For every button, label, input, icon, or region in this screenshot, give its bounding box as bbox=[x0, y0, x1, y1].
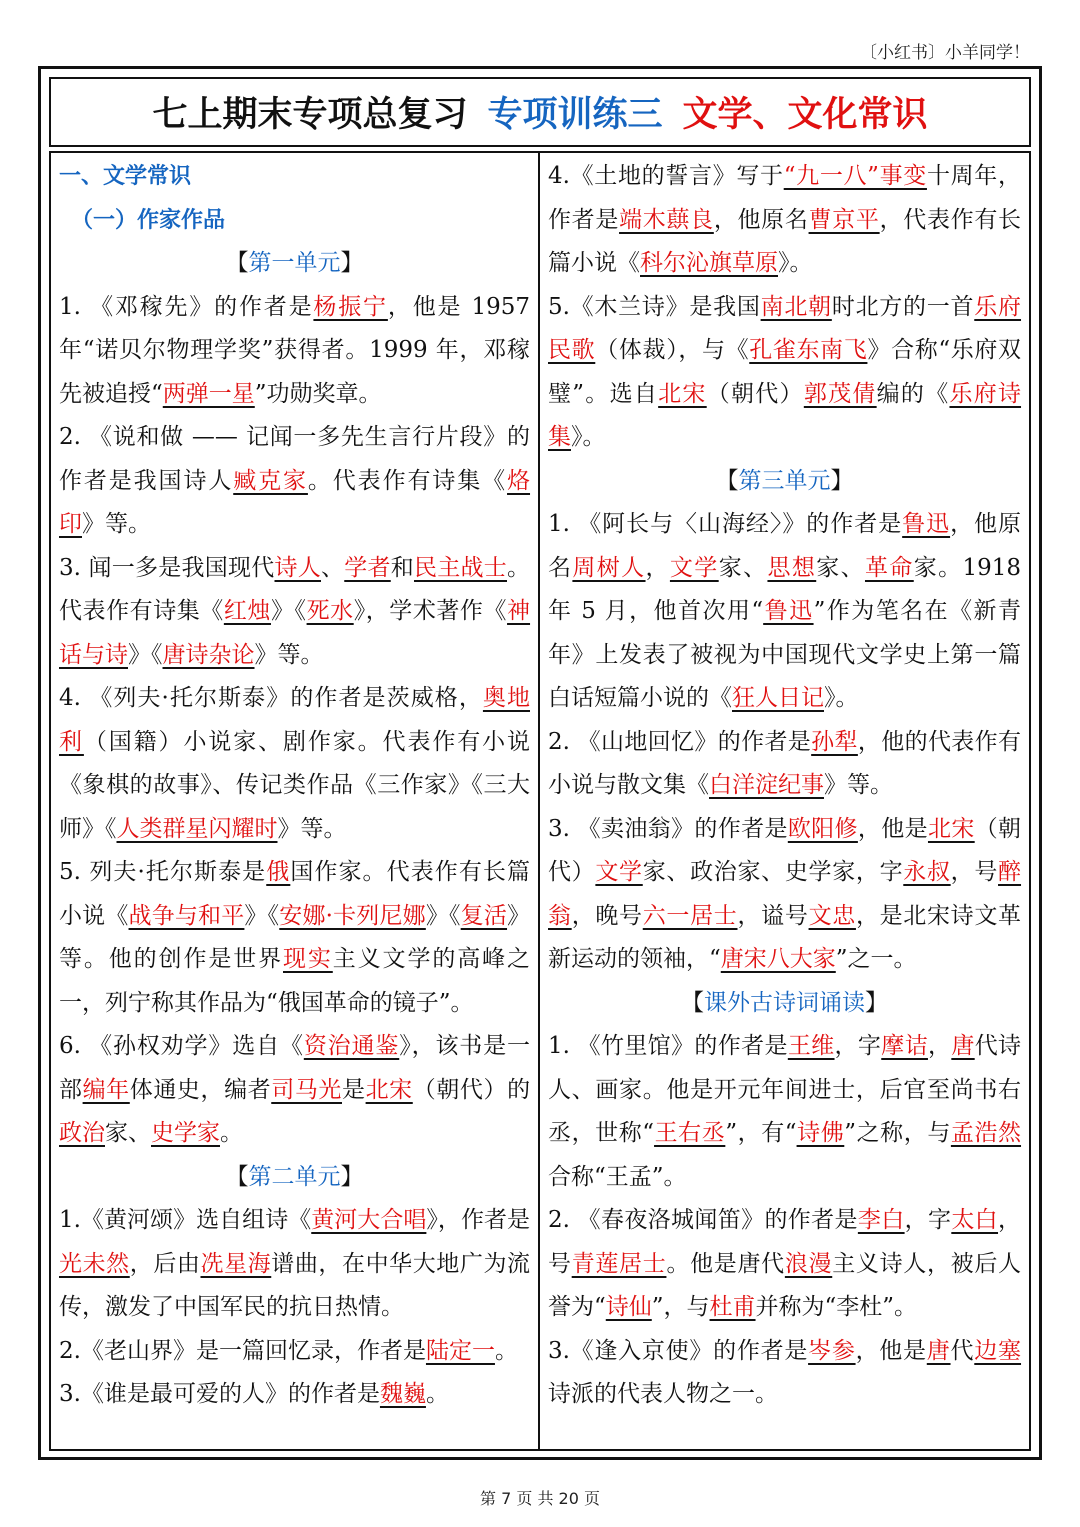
body-text: 6. 《孙权劝学》选自《 bbox=[59, 1033, 304, 1059]
answer-text: 孔雀东南飞 bbox=[749, 337, 868, 363]
body-text: ”，有“ bbox=[725, 1120, 797, 1146]
unit-label: 课外古诗词诵读 bbox=[704, 989, 865, 1016]
body-text: ，号 bbox=[950, 859, 999, 885]
body-text: 编的《 bbox=[876, 380, 950, 407]
body-text: 体通史，编者 bbox=[129, 1076, 272, 1103]
answer-text: 李白 bbox=[857, 1207, 905, 1233]
body-text: ，晚号 bbox=[571, 902, 643, 929]
body-text: 》《 bbox=[270, 598, 307, 624]
answer-text: 黄河大合唱 bbox=[311, 1207, 427, 1233]
body-text: 】 bbox=[830, 467, 854, 494]
answer-text: 杜甫 bbox=[709, 1294, 756, 1320]
body-text: ，他原名 bbox=[548, 511, 1021, 581]
title-part-2: 专项训练三 bbox=[487, 95, 663, 135]
answer-text: 奥地利 bbox=[59, 685, 530, 755]
body-text: 时北方的一首 bbox=[831, 293, 975, 320]
answer-text: 学者 bbox=[344, 554, 391, 581]
answer-text: 复活 bbox=[460, 902, 508, 929]
body-text: 【 bbox=[681, 989, 704, 1016]
body-text: ”之一。 bbox=[835, 946, 917, 972]
paragraph bbox=[59, 547, 530, 678]
unit-heading bbox=[59, 1156, 530, 1200]
answer-text: 唐诗杂论 bbox=[162, 641, 255, 668]
body-text: 。 bbox=[425, 1381, 449, 1407]
body-text: ， bbox=[645, 554, 670, 581]
body-text: 》等。 bbox=[254, 641, 324, 668]
body-text: 》等。 bbox=[277, 815, 347, 842]
answer-text: 俄 bbox=[266, 859, 291, 885]
body-text: 和 bbox=[390, 554, 414, 581]
answer-text: 狂人日记 bbox=[732, 685, 824, 711]
answer-text: 六一居士 bbox=[642, 902, 738, 929]
body-text: 【 bbox=[225, 1163, 249, 1190]
answer-text: 杨振宁 bbox=[313, 293, 388, 320]
unit-label: 第一单元 bbox=[248, 250, 341, 276]
answer-text: 边塞 bbox=[974, 1337, 1022, 1364]
body-text: 家、 bbox=[816, 554, 865, 581]
paragraph bbox=[548, 155, 1021, 286]
body-text: （朝代）的 bbox=[412, 1076, 531, 1103]
paragraph bbox=[548, 1199, 1021, 1330]
section-heading bbox=[59, 155, 530, 199]
body-text: 十周年，作者是 bbox=[548, 163, 1021, 233]
body-text: ，他原名 bbox=[713, 206, 809, 233]
body-text: ，他是 bbox=[855, 1337, 927, 1364]
paragraph bbox=[548, 286, 1021, 460]
body-text: 5.《木兰诗》是我国 bbox=[548, 293, 761, 320]
answer-text: 南北朝 bbox=[760, 293, 832, 320]
answer-text: 北宋 bbox=[927, 815, 975, 842]
answer-text: 郭茂倩 bbox=[803, 380, 877, 407]
body-text: 3.《逢入京使》的作者是 bbox=[548, 1337, 809, 1364]
title-part-3: 文学、文化常识 bbox=[682, 95, 928, 135]
answer-text: 白洋淀纪事 bbox=[709, 772, 824, 798]
paragraph bbox=[59, 1025, 530, 1156]
worksheet-frame bbox=[38, 66, 1042, 1460]
answer-text: 乐府诗集 bbox=[548, 380, 1022, 450]
answer-text: 鲁迅 bbox=[902, 511, 951, 537]
answer-text: 死水 bbox=[306, 598, 354, 624]
answer-text: 唐 bbox=[926, 1337, 951, 1364]
body-text: 》等。 bbox=[824, 772, 893, 798]
answer-text: 鲁迅 bbox=[763, 598, 814, 624]
answer-text: 革命 bbox=[864, 554, 914, 581]
answer-text: 政治 bbox=[59, 1120, 105, 1146]
body-text: 合称“王孟”。 bbox=[548, 1163, 687, 1190]
body-text: 》。 bbox=[824, 685, 859, 711]
answer-text: 科尔沁旗草原 bbox=[640, 250, 778, 276]
body-text: ”，与 bbox=[651, 1294, 710, 1320]
body-text: 主义诗人，被后人誉为“ bbox=[548, 1250, 1022, 1320]
title-part-1: 七上期末专项总复习 bbox=[152, 95, 468, 135]
paragraph bbox=[59, 416, 530, 547]
answer-text: 诗人 bbox=[274, 554, 321, 581]
body-text: 。他是唐代 bbox=[666, 1250, 785, 1277]
body-text: 是 bbox=[342, 1076, 366, 1103]
body-text: 4. 《列夫·托尔斯泰》的作者是茨威格， bbox=[59, 685, 483, 711]
body-text: 》。 bbox=[571, 424, 606, 450]
answer-text: 孟浩然 bbox=[950, 1120, 1022, 1146]
answer-text: 文学 bbox=[595, 859, 643, 885]
body-text: ，字 bbox=[834, 1033, 882, 1059]
body-text: （一）作家作品 bbox=[71, 207, 226, 233]
body-text: （朝代） bbox=[706, 380, 804, 407]
answer-text: 人类群星闪耀时 bbox=[116, 815, 278, 842]
answer-text: 战争与和平 bbox=[128, 902, 245, 929]
answer-text: 王右丞 bbox=[654, 1120, 726, 1146]
paragraph bbox=[59, 851, 530, 1025]
answer-text: 端木蕻良 bbox=[619, 206, 714, 233]
body-text: 】 bbox=[865, 989, 888, 1016]
body-text: 》等。他的创作是世界 bbox=[59, 902, 531, 972]
body-text: ，他是 1957 年“诺贝尔物理学奖”获得者。1999 年，邓稼先被追授“ bbox=[59, 293, 530, 407]
paragraph bbox=[548, 721, 1021, 808]
body-text: 》等。 bbox=[82, 511, 151, 537]
answer-text: 红烛 bbox=[223, 598, 271, 624]
answer-text: 光未然 bbox=[59, 1250, 130, 1277]
body-text: 3. 闻一多是我国现代 bbox=[59, 554, 275, 581]
body-text: ，后由 bbox=[129, 1250, 201, 1277]
body-text: 。代表作有诗集《 bbox=[307, 467, 508, 494]
body-text: 4.《土地的誓言》写于 bbox=[548, 163, 784, 189]
watermark-text: 〔小红书〕小羊同学！ bbox=[860, 43, 1030, 63]
answer-text: 太白 bbox=[951, 1207, 999, 1233]
body-text: （朝代） bbox=[548, 815, 1022, 885]
body-text: ，他是 bbox=[857, 815, 928, 842]
body-text: 1. 《阿长与〈山海经〉》的作者是 bbox=[548, 511, 903, 537]
body-text: （国籍）小说家、剧作家。代表作有小说《象棋的故事》、传记类作品《三作家》《三大师》《 bbox=[59, 728, 531, 842]
body-text: 【 bbox=[715, 467, 739, 494]
answer-text: 唐宋八大家 bbox=[720, 946, 836, 972]
body-text: 代 bbox=[950, 1337, 975, 1364]
paragraph bbox=[59, 1373, 530, 1417]
body-text: ”功勋奖章。 bbox=[254, 380, 382, 407]
body-text: 》《 bbox=[244, 902, 280, 929]
body-text: 1. 《邓稼先》的作者是 bbox=[59, 293, 314, 320]
body-text: ，号 bbox=[548, 1207, 1022, 1277]
body-text: 家。1918 年 5 月，他首次用“ bbox=[548, 554, 1022, 624]
body-text: 谱曲，在中华大地广为流传，激发了中国军民的抗日热情。 bbox=[59, 1250, 531, 1320]
answer-text: 冼星海 bbox=[200, 1250, 272, 1277]
answer-text: 唐 bbox=[951, 1033, 975, 1059]
paragraph bbox=[59, 286, 530, 417]
body-text: 家、 bbox=[718, 554, 768, 581]
left-column bbox=[51, 153, 540, 1449]
answer-text: 现实 bbox=[283, 946, 333, 972]
unit-heading bbox=[548, 982, 1021, 1026]
body-text: 2. 《山地回忆》的作者是 bbox=[548, 728, 812, 755]
body-text: 2. 《说和做 —— 记闻一多先生言行片段》的作者是我国诗人 bbox=[59, 424, 530, 494]
unit-heading bbox=[59, 242, 530, 286]
body-text: 1.《黄河颂》选自组诗《 bbox=[59, 1207, 312, 1233]
answer-text: 北宋 bbox=[658, 380, 707, 407]
body-text: 诗派的代表人物之一。 bbox=[548, 1381, 778, 1407]
answer-text: 岑参 bbox=[808, 1337, 856, 1364]
body-text: 》《 bbox=[128, 641, 163, 668]
paragraph bbox=[59, 1330, 530, 1374]
body-text: 3. 《卖油翁》的作者是 bbox=[548, 815, 788, 842]
body-text: 并称为“李杜”。 bbox=[755, 1294, 918, 1320]
answer-text: 司马光 bbox=[271, 1076, 342, 1103]
body-text: 》，该书是一部 bbox=[59, 1033, 531, 1103]
answer-text: 乐府民歌 bbox=[548, 293, 1022, 363]
subsection-heading bbox=[59, 199, 530, 243]
content-area bbox=[49, 151, 1031, 1451]
body-text: 》合称“乐府双璧”。选自 bbox=[548, 337, 1022, 407]
body-text: 家、 bbox=[105, 1120, 151, 1146]
answer-text: 烙印 bbox=[59, 467, 531, 537]
body-text: ”作为笔名在《新青年》上发表了被视为中国现代文学史上第一篇白话短篇小说的《 bbox=[548, 598, 1022, 711]
body-text: 2.《老山界》是一篇回忆录，作者是 bbox=[59, 1337, 426, 1364]
answer-text: 欧阳修 bbox=[787, 815, 858, 842]
answer-text: 王维 bbox=[787, 1033, 835, 1059]
answer-text: 摩诘 bbox=[881, 1033, 928, 1059]
answer-text: 永叔 bbox=[903, 859, 951, 885]
answer-text: 安娜·卡列尼娜 bbox=[279, 902, 426, 929]
paragraph bbox=[548, 503, 1021, 721]
paragraph bbox=[59, 677, 530, 851]
answer-text: 诗仙 bbox=[605, 1294, 652, 1320]
answer-text: 史学家 bbox=[151, 1120, 220, 1146]
body-text: 》，学术著作《 bbox=[353, 598, 508, 624]
answer-text: 曹京平 bbox=[808, 206, 880, 233]
body-text: 】 bbox=[340, 250, 364, 276]
body-text: ，谥号 bbox=[737, 902, 809, 929]
paragraph bbox=[548, 1025, 1021, 1199]
body-text: 1. 《竹里馆》的作者是 bbox=[548, 1033, 788, 1059]
body-text: ，他的代表作有小说与散文集《 bbox=[548, 728, 1022, 798]
answer-text: 孙犁 bbox=[811, 728, 858, 755]
paragraph bbox=[548, 808, 1021, 982]
answer-text: 思想 bbox=[767, 554, 817, 581]
body-text: （体裁），与《 bbox=[595, 337, 750, 363]
body-text: 、 bbox=[321, 554, 345, 581]
body-text: 2. 《春夜洛城闻笛》的作者是 bbox=[548, 1207, 858, 1233]
answer-text: 醉翁 bbox=[548, 859, 1022, 929]
right-column bbox=[540, 153, 1029, 1449]
answer-text: 魏巍 bbox=[379, 1381, 426, 1407]
answer-text: 文学 bbox=[669, 554, 719, 581]
body-text: 》。 bbox=[778, 250, 813, 276]
answer-text: 民主战士 bbox=[414, 554, 507, 581]
body-text: 5. 列夫·托尔斯泰是 bbox=[59, 859, 267, 885]
body-text: ，是北宋诗文革新运动的领袖，“ bbox=[548, 902, 1022, 972]
body-text: 一、文学常识 bbox=[59, 164, 192, 189]
body-text: 家、政治家、史学家，字 bbox=[642, 859, 904, 885]
page-number: 第 7 页 共 20 页 bbox=[480, 1489, 600, 1508]
unit-heading bbox=[548, 460, 1021, 504]
answer-text: 诗佛 bbox=[796, 1120, 845, 1146]
body-text: 代诗人、画家。他是开元年间进士，后官至尚书右丞，世称“ bbox=[548, 1033, 1022, 1146]
unit-label: 第二单元 bbox=[248, 1163, 341, 1190]
answer-text: 资治通鉴 bbox=[303, 1033, 400, 1059]
answer-text: “九一八”事变 bbox=[783, 163, 927, 189]
body-text: 。 bbox=[220, 1120, 243, 1146]
body-text: 。 bbox=[494, 1337, 518, 1364]
body-text: ”之称，与 bbox=[844, 1120, 951, 1146]
body-text: 》《 bbox=[425, 902, 461, 929]
body-text: 国作家。代表作有长篇小说《 bbox=[59, 859, 531, 929]
body-text: 。代表作有诗集《 bbox=[59, 554, 530, 624]
paragraph bbox=[59, 1199, 530, 1330]
paragraph bbox=[548, 1330, 1021, 1417]
answer-text: 臧克家 bbox=[233, 467, 308, 494]
answer-text: 浪漫 bbox=[784, 1250, 833, 1277]
answer-text: 编年 bbox=[82, 1076, 130, 1103]
body-text: 【 bbox=[225, 250, 249, 276]
body-text: ， bbox=[927, 1033, 952, 1059]
body-text: ，代表作有长篇小说《 bbox=[548, 206, 1022, 276]
answer-text: 两弹一星 bbox=[162, 380, 255, 407]
body-text: 】 bbox=[340, 1163, 364, 1190]
unit-label: 第三单元 bbox=[738, 467, 831, 494]
answer-text: 周树人 bbox=[572, 554, 646, 581]
body-text: 》，作者是 bbox=[426, 1207, 530, 1233]
answer-text: 神话与诗 bbox=[59, 598, 531, 668]
answer-text: 北宋 bbox=[365, 1076, 413, 1103]
page-title bbox=[49, 77, 1031, 147]
body-text: ，字 bbox=[904, 1207, 952, 1233]
body-text: 主义文学的高峰之一，列宁称其作品为“俄国革命的镜子”。 bbox=[59, 946, 531, 1016]
body-text: 3.《谁是最可爱的人》的作者是 bbox=[59, 1381, 380, 1407]
answer-text: 青莲居士 bbox=[571, 1250, 667, 1277]
answer-text: 文忠 bbox=[808, 902, 856, 929]
answer-text: 陆定一 bbox=[425, 1337, 495, 1364]
